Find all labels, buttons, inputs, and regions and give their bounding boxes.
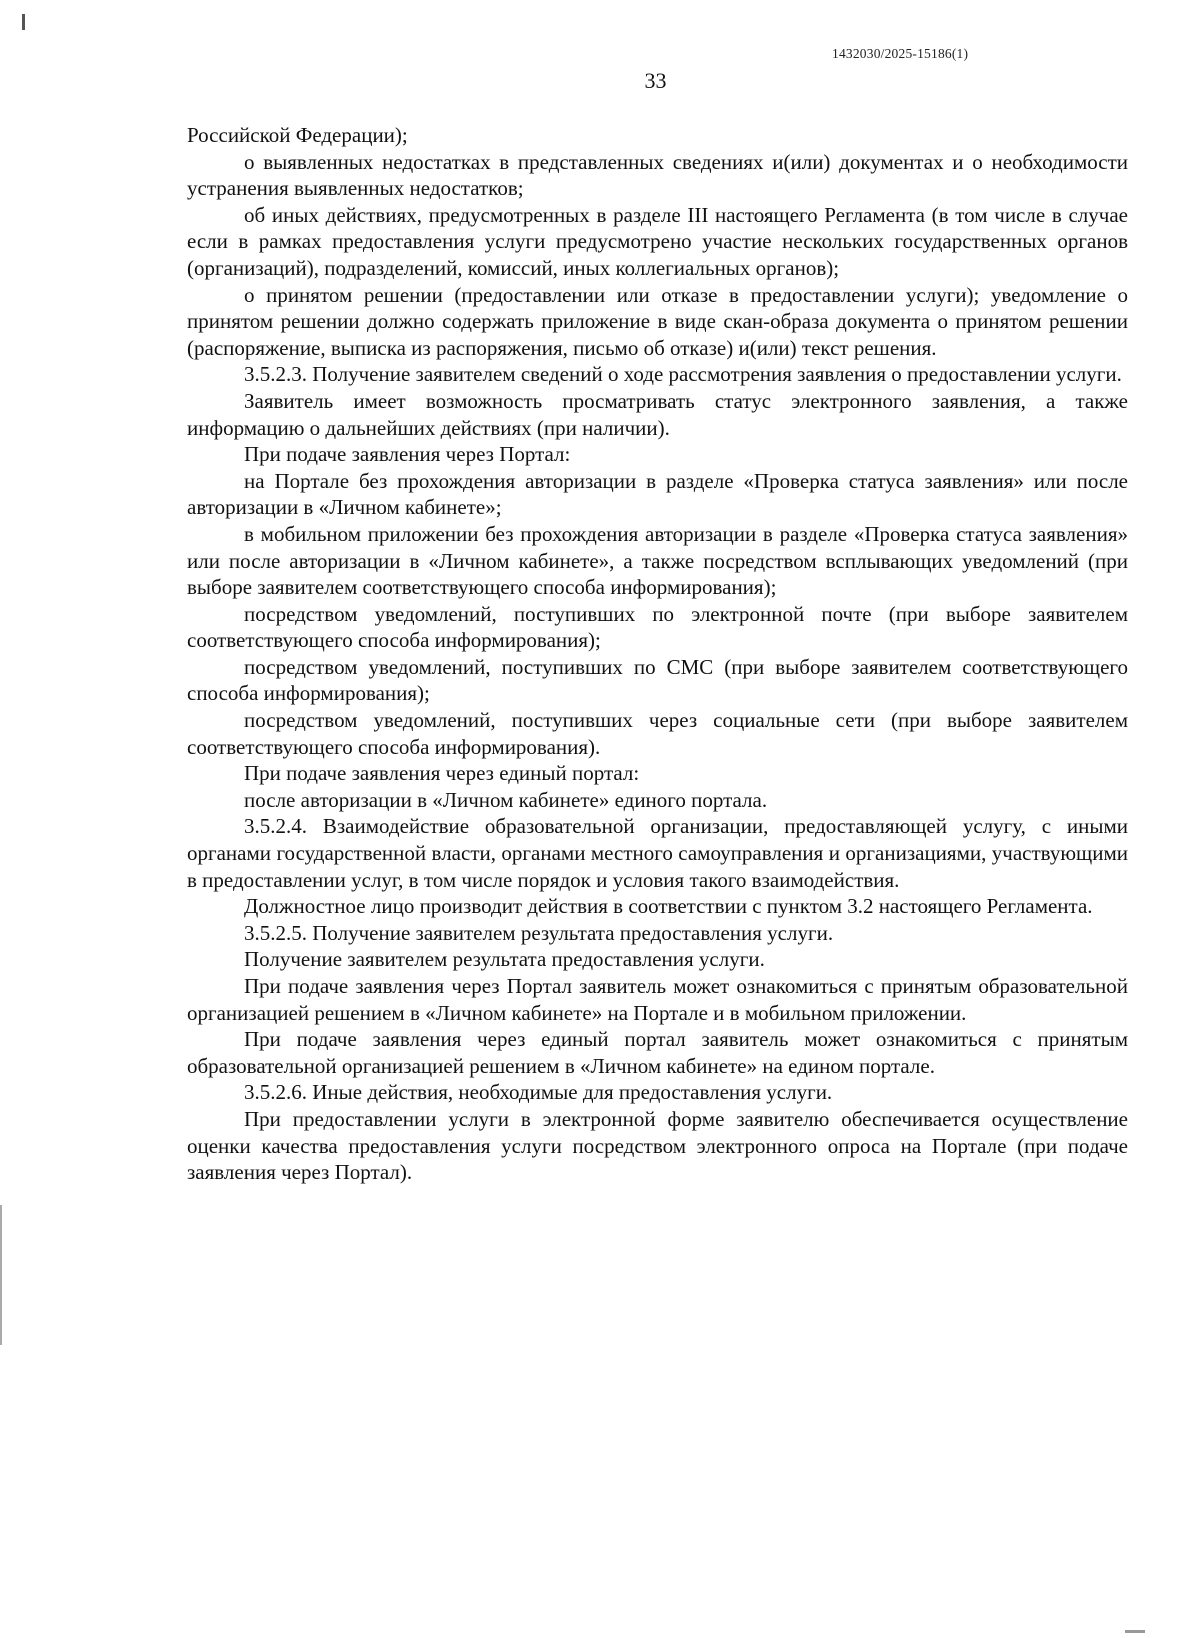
paragraph: Должностное лицо производит действия в соответствии с пунктом 3.2 настоящего Регламента. (244, 894, 1093, 919)
paragraph: об иных действиях, предусмотренных в разделе III настоящего Регламента (в том числе в случае если в рамках предоставления услуги предусмотрено участие нескольких государственных органов (организаций), подразделений, комиссий, иных коллегиальных органов); (187, 202, 1128, 280)
paragraph: Заявитель имеет возможность просматривать статус электронного заявления, а также информацию о дальнейших действиях (при наличии). (187, 388, 1128, 440)
paragraph: При подаче заявления через единый портал заявитель может ознакомиться с принятым образовательной организацией решением в «Личном кабинете» на едином портале. (187, 1027, 1128, 1078)
scan-artifact (0, 1205, 2, 1345)
document-body (187, 122, 1128, 1186)
paragraph: о выявленных недостатках в представленных сведениях и(или) документах и о необходимости устранения выявленных недостатков; (187, 149, 1128, 201)
paragraph: в мобильном приложении без прохождения авторизации в разделе «Проверка статуса заявления» или после авторизации в «Личном кабинете», а также посредством всплывающих уведомлений (при выборе заявителем соответствующего способа информирования); (187, 521, 1128, 600)
paragraph: 3.5.2.5. Получение заявителем результата предоставления услуги. (244, 920, 834, 945)
paragraph: При подаче заявления через единый портал: (244, 761, 640, 786)
document-registration-number: 1432030/2025-15186(1) (832, 46, 969, 61)
paragraph: посредством уведомлений, поступивших по электронной почте (при выборе заявителем соответствующего способа информирования); (187, 601, 1128, 653)
paragraph: посредством уведомлений, поступивших по СМС (при выборе заявителем соответствующего способа информирования); (187, 654, 1128, 706)
scan-artifact (1125, 1630, 1145, 1633)
paragraph: Российской Федерации); (187, 123, 408, 147)
paragraph: после авторизации в «Личном кабинете» единого портала. (244, 787, 768, 812)
paragraph: Получение заявителем результата предоставления услуги. (244, 947, 765, 972)
paragraph: При предоставлении услуги в электронной форме заявителю обеспечивается осуществление оценки качества предоставления услуги посредством электронного опроса на Портале (при подаче заявления через Портал). (187, 1106, 1128, 1185)
scan-artifact (22, 14, 25, 30)
paragraph: При подаче заявления через Портал заявитель может ознакомиться с принятым образовательной организацией решением в «Личном кабинете» на Портале и в мобильном приложении. (187, 974, 1128, 1025)
page-number: 33 (644, 68, 667, 93)
paragraph: 3.5.2.3. Получение заявителем сведений о ходе рассмотрения заявления о предоставлении услуги. (244, 362, 1122, 387)
paragraph: При подаче заявления через Портал: (244, 442, 571, 467)
paragraph: на Портале без прохождения авторизации в разделе «Проверка статуса заявления» или после авторизации в «Личном кабинете»; (187, 468, 1128, 520)
paragraph: 3.5.2.4. Взаимодействие образовательной организации, предоставляющей услугу, с иными органами государственной власти, органами местного самоуправления и организациями, участвующими в предоставлении услуг, в том числе порядок и условия такого взаимодействия. (187, 814, 1128, 892)
paragraph: посредством уведомлений, поступивших через социальные сети (при выборе заявителем соответствующего способа информирования). (187, 708, 1128, 759)
paragraph: о принятом решении (предоставлении или отказе в предоставлении услуги); уведомление о принятом решении должно содержать приложение в виде скан-образа документа о принятом решении (распоряжение, выписка из распоряжения, письмо об отказе) и(или) текст решения. (187, 282, 1128, 360)
paragraph: 3.5.2.6. Иные действия, необходимые для предоставления услуги. (244, 1080, 833, 1105)
